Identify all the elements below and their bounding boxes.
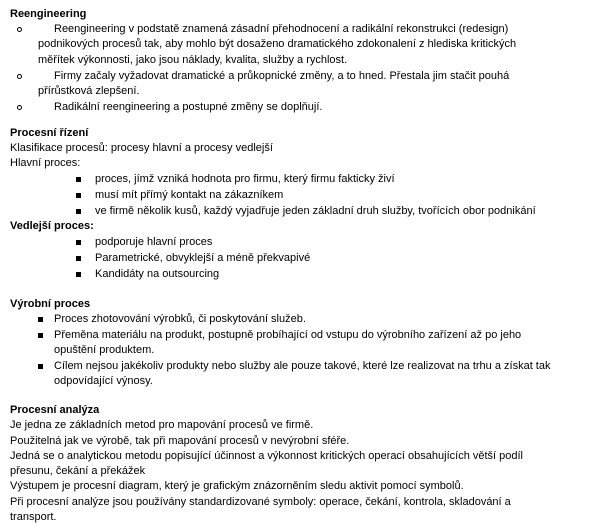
- square-bullet-icon: [76, 193, 81, 198]
- circle-bullet-icon: [17, 74, 22, 79]
- production-text-line: Cílem nejsou jakékoliv produkty nebo služby ale pouze takové, které lze realizovat na trhu a získat tak: [54, 360, 551, 372]
- section-title-procesni-rizeni: Procesní řízení: [10, 127, 89, 139]
- production-text-line: Přeměna materiálu na produkt, postupně probíhající od vstupu do výrobního zařízení až po jeho: [54, 329, 522, 341]
- analysis-text-line: Použitelná jak ve výrobě, tak při mapování procesů v nevýrobní sféře.: [10, 435, 350, 447]
- section-title-vyrobni-proces: Výrobní proces: [10, 298, 91, 310]
- main-process-item: musí mít přímý kontakt na zákazníkem: [95, 189, 284, 201]
- production-text-line: odpovídající výnosy.: [54, 375, 153, 387]
- production-text-line: Proces zhotovování výrobků, či poskytování služeb.: [54, 313, 306, 325]
- square-bullet-icon: [76, 256, 81, 261]
- analysis-text-line: Jedná se o analytickou metodu popisující účinnost a výkonnost kritických operací obsahujících větší podíl: [10, 450, 524, 462]
- reengineering-text-line: Radikální reengineering a postupné změny se doplňují.: [54, 101, 323, 113]
- reengineering-text-line: podnikových procesů tak, aby mohlo být dosaženo dramatického zdokonalení z hlediska kritických: [38, 38, 517, 50]
- reengineering-text-line: měřítek výkonnosti, jako jsou náklady, kvalita, služby a rychlost.: [38, 54, 348, 66]
- analysis-text-line: Při procesní analýze jsou používány standardizované symboly: operace, čekání, kontrola, skladování a: [10, 496, 511, 508]
- square-bullet-icon: [76, 272, 81, 277]
- square-bullet-icon: [76, 240, 81, 245]
- circle-bullet-icon: [17, 27, 22, 32]
- square-bullet-icon: [38, 333, 43, 338]
- side-process-label: Vedlejší proces:: [10, 220, 94, 232]
- square-bullet-icon: [76, 177, 81, 182]
- section-title-procesni-analyza: Procesní analýza: [10, 404, 100, 416]
- analysis-text-line: Výstupem je procesní diagram, který je grafickým znázorněním sledu aktivit pomocí symbolů.: [10, 480, 464, 492]
- side-process-item: Parametrické, obvyklejší a méně překvapivé: [95, 252, 311, 264]
- main-process-item: ve firmě několik kusů, každý vyjadřuje jeden základní druh služby, tvořících obor podnikání: [95, 205, 536, 217]
- section-title-reengineering: Reengineering: [10, 8, 87, 20]
- reengineering-text-line: Reengineering v podstatě znamená zásadní přehodnocení a radikální rekonstrukci (redesign): [54, 23, 509, 35]
- main-process-item: proces, jímž vzniká hodnota pro firmu, který firmu fakticky živí: [95, 173, 395, 185]
- square-bullet-icon: [76, 209, 81, 214]
- square-bullet-icon: [38, 364, 43, 369]
- production-text-line: opuštění produktem.: [54, 344, 155, 356]
- side-process-item: Kandidáty na outsourcing: [95, 268, 220, 280]
- classification-text: Klasifikace procesů: procesy hlavní a procesy vedlejší: [10, 142, 273, 154]
- circle-bullet-icon: [17, 105, 22, 110]
- side-process-item: podporuje hlavní proces: [95, 236, 213, 248]
- square-bullet-icon: [38, 317, 43, 322]
- analysis-text-line: přesunu, čekání a překážek: [10, 465, 146, 477]
- reengineering-text-line: přírůstková zlepšení.: [38, 85, 140, 97]
- analysis-text-line: transport.: [10, 511, 57, 523]
- main-process-label: Hlavní proces:: [10, 157, 81, 169]
- reengineering-text-line: Firmy začaly vyžadovat dramatické a průkopnické změny, a to hned. Přestala jim stačit pouhá: [54, 70, 510, 82]
- analysis-text-line: Je jedna ze základních metod pro mapování procesů ve firmě.: [10, 419, 314, 431]
